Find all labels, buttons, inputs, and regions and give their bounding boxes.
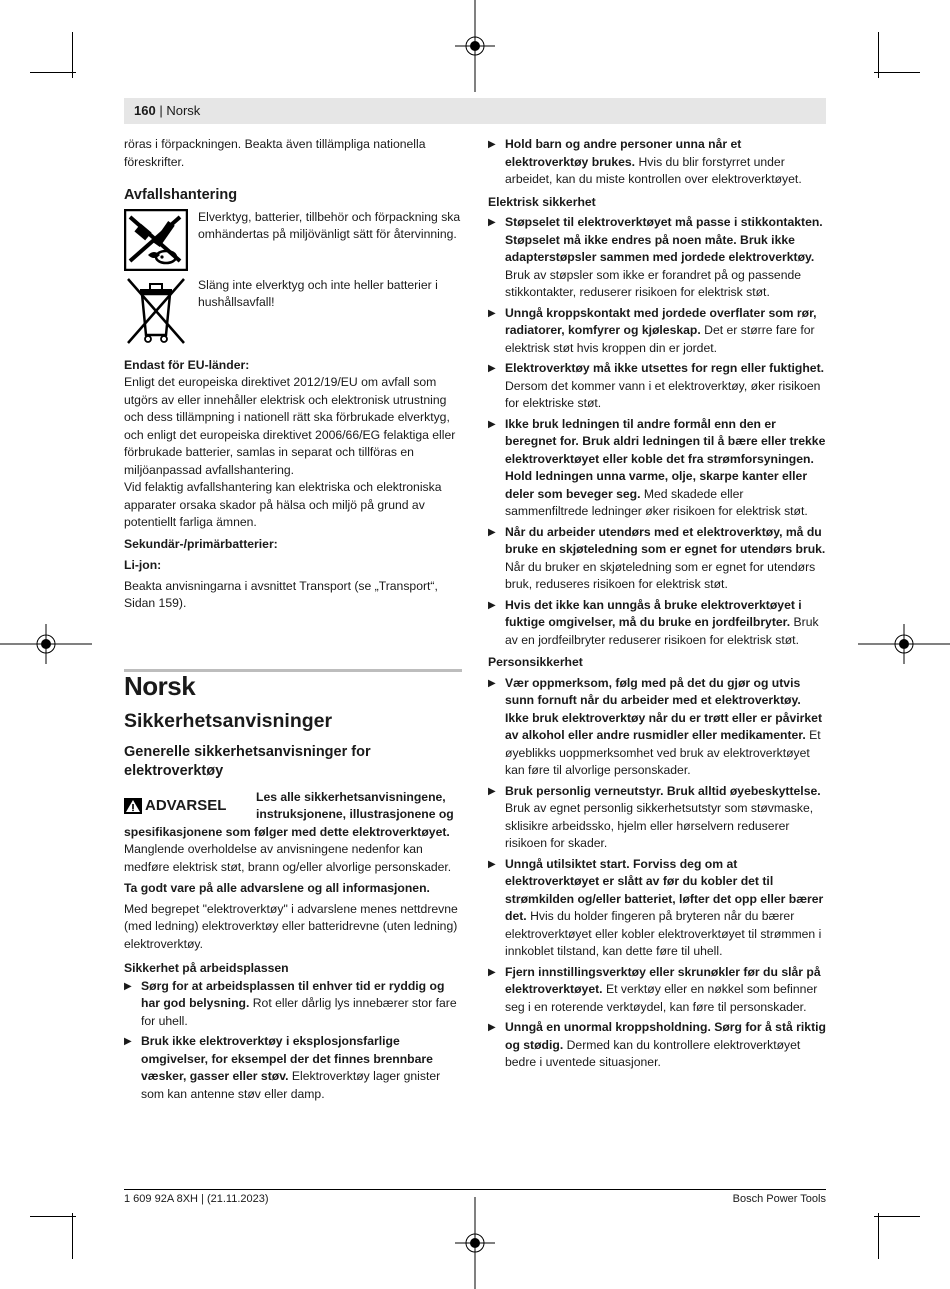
avfall-text-2: Släng inte elverktyg och inte heller batterier i hushållsavfall! [198, 277, 438, 309]
sikk-title: Sikkerhetsanvisninger [124, 710, 333, 732]
registration-mark-icon [858, 624, 950, 664]
list-item: ▶ Hvis det ikke kan unngås å bruke elektroverktøyet i fuktige omgivelser, må du bruke en jordfeilbryter. Bruk av en jordfeilbryter reduserer risikoen for elektrisk støt. [488, 597, 826, 650]
right-column [488, 136, 826, 1072]
generelle-title: Generelle sikkerhetsanvisninger for elektroverktøy [124, 743, 371, 779]
avfall-text-1: Elverktyg, batterier, tillbehör och förpackning ska omhändertas på miljövänligt sätt för återvinning. [198, 209, 461, 241]
advarsel-bold-2: spesifikasjonene som følger med dette elektroverktøyet. [124, 824, 450, 839]
list-item: ▶ Sørg for at arbeidsplassen til enhver tid er ryddig og har god belysning. Rot eller dårlig lys innebærer stor fare for uhell. [124, 978, 462, 1031]
liion-title: Li-jon: [124, 558, 162, 572]
batt-title: Sekundär-/primärbatterier: [124, 536, 278, 551]
advarsel-rest: Manglende overholdelse av anvisningene nedenfor kan medføre elektrisk støt, brann og/eller alvorlige personskader. [124, 842, 452, 874]
advarsel-block [124, 789, 462, 824]
eu-text-2: Vid felaktig avfallshantering kan elektriska och elektroniska apparater orsaka skador på hälsa och miljö på grund av potentiellt farliga ämnen. [124, 480, 442, 529]
ta-vare-text: Ta godt vare på alle advarslene og all informasjonen. [124, 881, 430, 895]
page-number: 160 [134, 103, 156, 118]
header-text: 160 | Norsk [134, 103, 201, 118]
crop-mark [874, 72, 920, 73]
liion-text: Beakta anvisningarna i avsnittet Transport (se „Transport“, Sidan 159). [124, 578, 438, 610]
footer-left: 1 609 92A 8XH | (21.11.2023) [124, 1193, 269, 1205]
avfall-row-2 [124, 277, 462, 347]
recycling-symbol-icon [124, 209, 188, 271]
registration-mark-icon [455, 1197, 495, 1289]
intro-text: röras i förpackningen. Beakta även tillämpliga nationella föreskrifter. [124, 137, 426, 169]
registration-mark-icon [455, 0, 495, 92]
crop-mark [874, 1216, 920, 1217]
el-title: Elektrisk sikkerhet [488, 194, 596, 209]
norsk-title: Norsk [124, 670, 196, 701]
eu-text: Enligt det europeiska direktivet 2012/19/EU om avfall som utgörs av eller innehåller elektrisk och elektronisk utrustning och dess tillämpning i nationell rätt ska förbrukade elverktyg, och enligt det europeiska direktivet 2006/66/EG felaktiga eller förbrukade batterier, samlas in separat och tillföras en miljöanpassad avfallshantering. [124, 375, 456, 477]
list-item: ▶ Elektroverktøy må ikke utsettes for regn eller fuktighet. Dersom det kommer vann i et elektroverktøy, øker risikoen for elektriske støt. [488, 360, 826, 413]
arb-title: Sikkerhet på arbeidsplassen [124, 961, 289, 975]
page-header [124, 98, 826, 124]
list-item: ▶ Støpselet til elektroverktøyet må passe i stikkontakten. Støpselet må ikke endres på noen måte. Bruk ikke adapterstøpsler sammen med jordede elektroverktøy. Bruk av støpsler som ikke er forandret på og passende stikkontakter, reduserer risikoen for elektrisk støt. [488, 214, 826, 302]
crop-mark [878, 1213, 879, 1259]
avfall-row-1 [124, 209, 462, 271]
list-item: ▶ Bruk personlig verneutstyr. Bruk alltid øyebeskyttelse. Bruk av egnet personlig sikkerhetsutstyr som støvmaske, sklisikre arbeidssko, hjelm eller hørselvern reduserer risikoen for skader. [488, 783, 826, 853]
registration-mark-icon [0, 624, 92, 664]
begrep-text: Med begrepet "elektroverktøy" i advarslene menes nettdrevne (med ledning) elektroverktøy eller batteridrevne (uten ledning) elektroverktøy. [124, 901, 458, 951]
footer-right: Bosch Power Tools [732, 1193, 826, 1205]
eu-title: Endast för EU-länder: [124, 357, 250, 372]
list-item: ▶ Fjern innstillingsverktøy eller skrunøkler før du slår på elektroverktøyet. Et verktøy eller en nøkkel som befinner seg i en roterende verktøydel, kan føre til personskader. [488, 964, 826, 1017]
avfall-title: Avfallshantering [124, 187, 238, 203]
footer-rule [124, 1189, 826, 1190]
crop-mark [72, 1213, 73, 1259]
crossed-bin-icon [124, 277, 188, 347]
list-item: ▶ Unngå en unormal kroppsholdning. Sørg for å stå riktig og stødig. Dermed kan du kontrollere elektroverktøyet bedre i uventede situasjoner. [488, 1019, 826, 1072]
crop-mark [30, 72, 76, 73]
list-item: ▶ Bruk ikke elektroverktøy i eksplosjonsfarlige omgivelser, for eksempel der det finnes brennbare væsker, gasser eller støv. Elektroverktøy lager gnister som kan antenne støv eller damp. [124, 1033, 462, 1103]
advarsel-bold-1: Les alle sikkerhetsanvisningene, instruksjonene, illustrasjonene og [256, 789, 454, 821]
pers-title: Personsikkerhet [488, 655, 583, 669]
list-item: ▶ Ikke bruk ledningen til andre formål enn den er beregnet for. Bruk aldri ledningen til å bære eller trekke elektroverktøyet eller koble det fra strømforsyningen. Hold ledningen unna varme, olje, skarpe kanter eller deler som beveger seg. Med skadede eller sammenfiltrede ledninger øker risikoen for elektrisk støt. [488, 416, 826, 521]
list-item: ▶ Vær oppmerksom, følg med på det du gjør og utvis sunn fornuft når du arbeider med et elektroverktøy. Ikke bruk elektroverktøy når du er trøtt eller er påvirket av alkohol eller andre rusmidler eller medikamenter. Et øyeblikks uoppmerksomhet ved bruk av elektroverktøyet kan føre til alvorlige personskader. [488, 675, 826, 780]
list-item: ▶ Unngå kroppskontakt med jordede overflater som rør, radiatorer, komfyrer og kjøleskap. Det er større fare for elektrisk støt hvis kroppen din er jordet. [488, 305, 826, 358]
list-item: ▶ Unngå utilsiktet start. Forviss deg om at elektroverktøyet er slått av før du kobler det til strømkilden og/eller batteriet, løfter det opp eller bærer det. Hvis du holder fingeren på bryteren når du bærer elektroverktøyet eller kobler elektroverktøyet til strømmen i innkoblet tilstand, kan dette føre til uhell. [488, 856, 826, 961]
list-item: ▶ Når du arbeider utendørs med et elektroverktøy, må du bruke en skjøteledning som er egnet for utendørs bruk. Når du bruker en skjøteledning som er egnet for utendørs bruk, reduseres risikoen for elektrisk støt. [488, 524, 826, 594]
crop-mark [30, 1216, 76, 1217]
left-column [124, 136, 462, 1103]
header-section: Norsk [166, 103, 201, 118]
warning-triangle-icon [124, 798, 142, 814]
advarsel-badge [124, 789, 256, 824]
list-item: ▶ Hold barn og andre personer unna når et elektroverktøy brukes. Hvis du blir forstyrret under arbeidet, kan du miste kontrollen over elektroverktøyet. [488, 136, 826, 189]
advarsel-label: ADVARSEL [145, 797, 227, 815]
